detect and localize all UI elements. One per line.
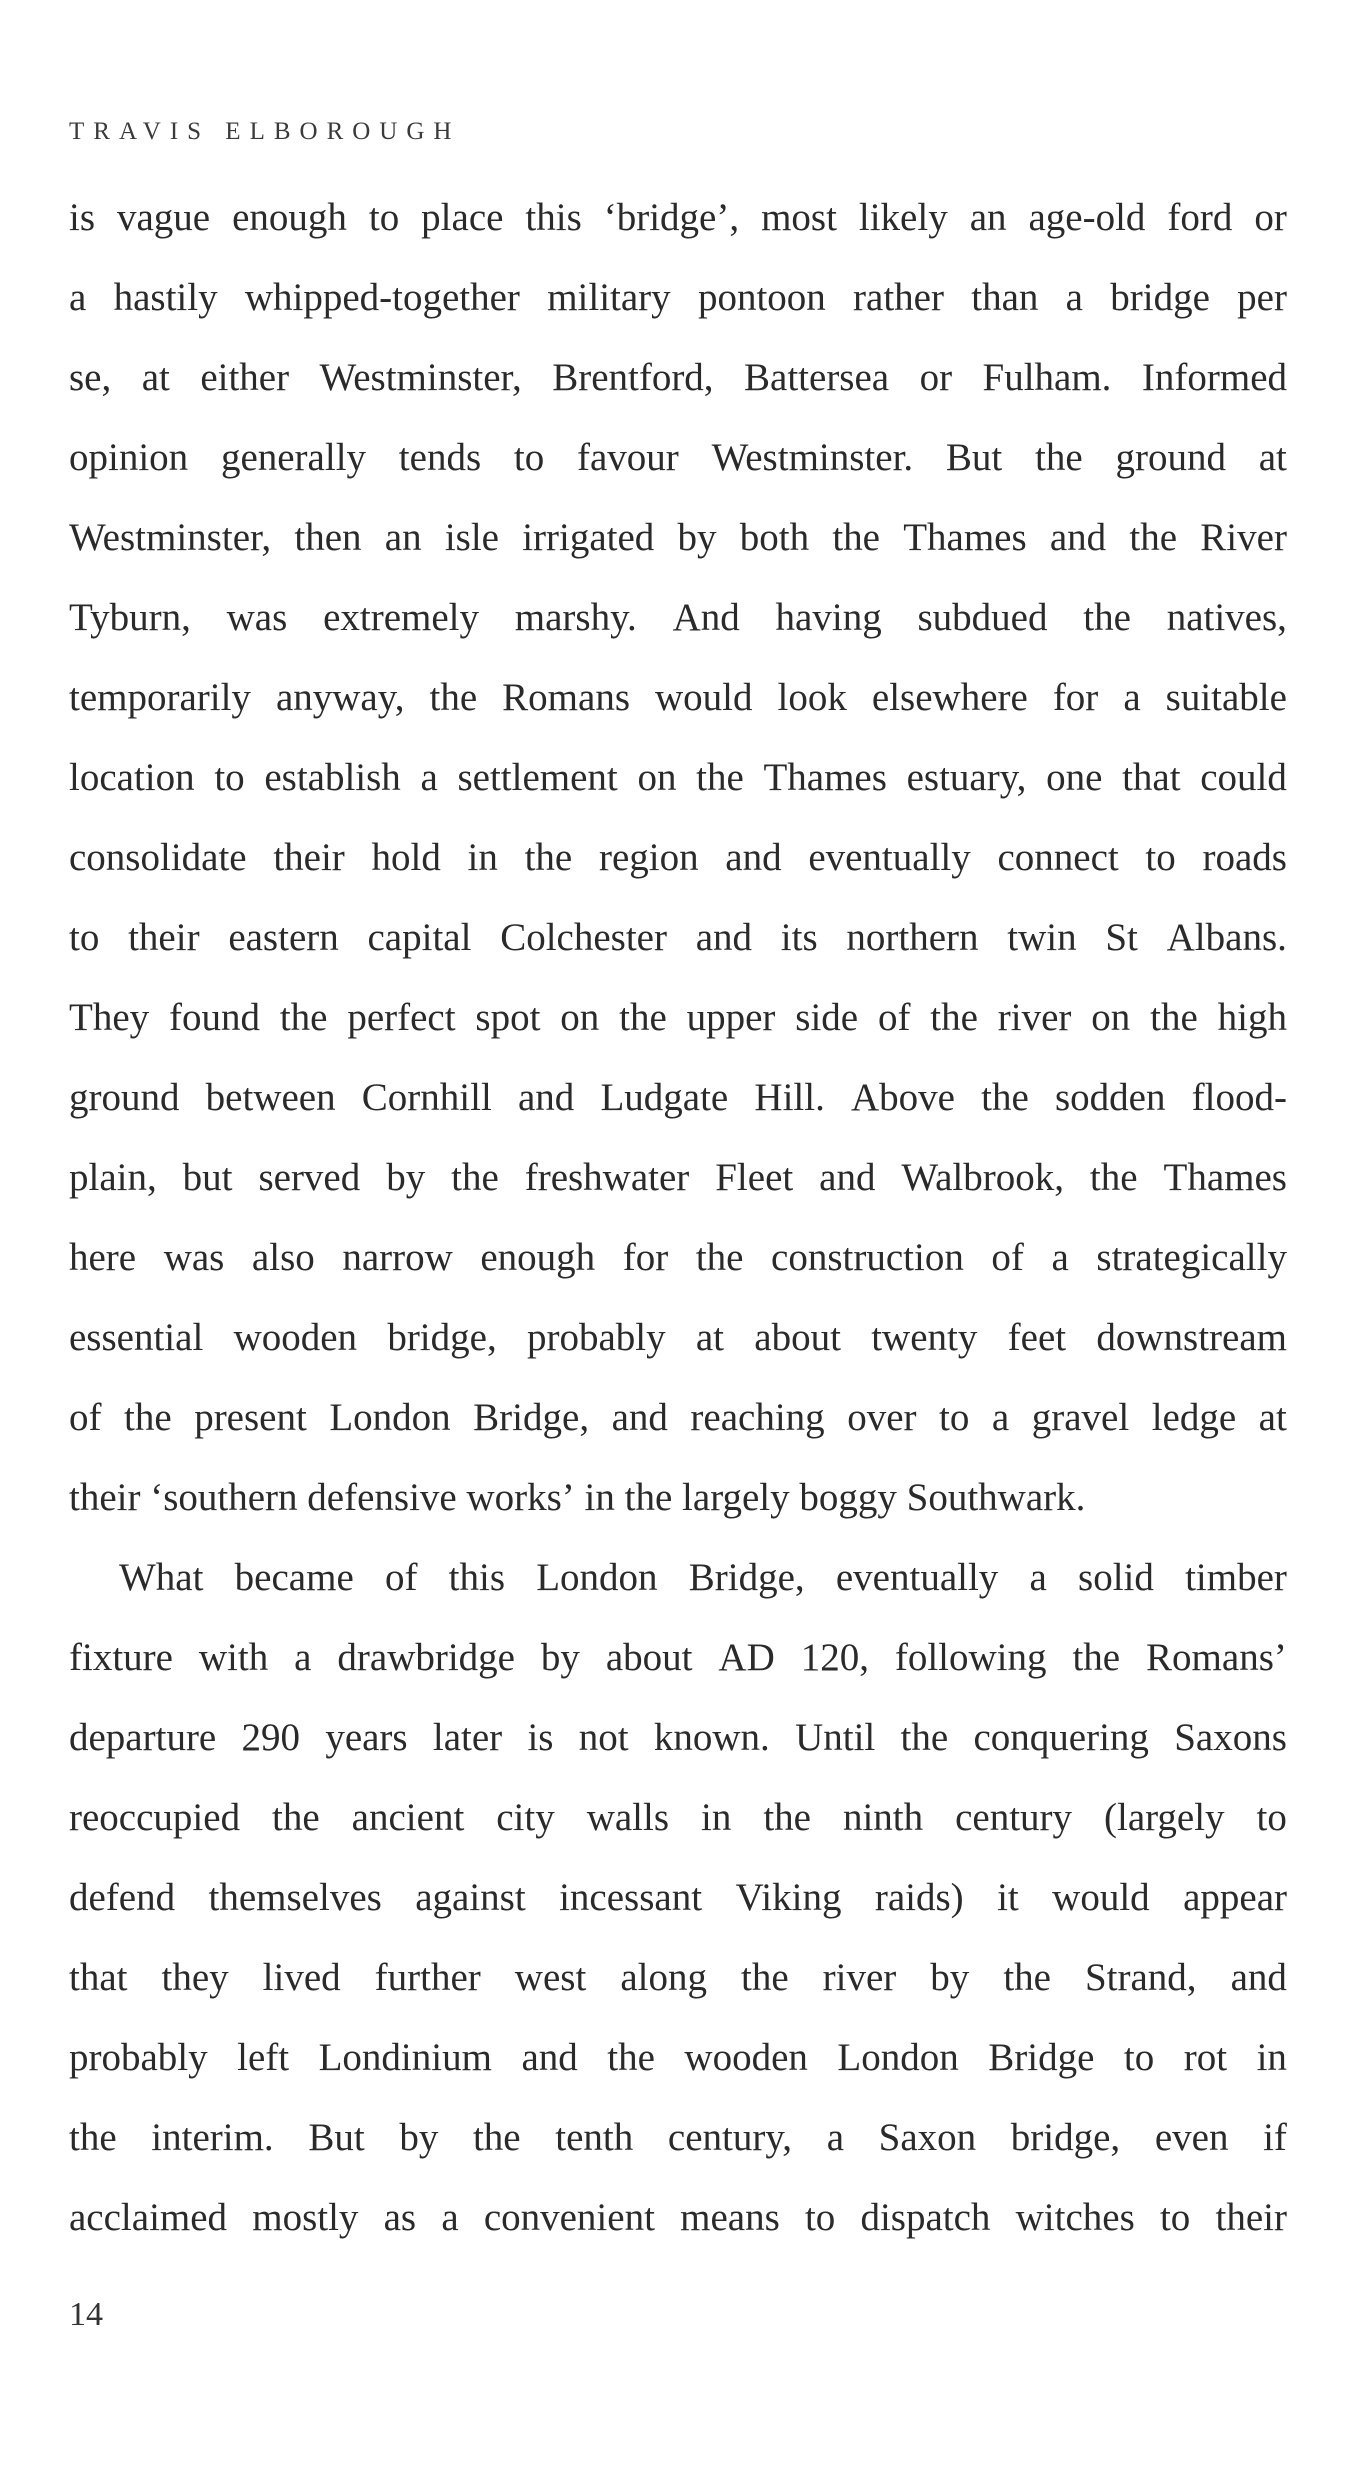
text-line: defend themselves against incessant Viking raids) it would appear (69, 1876, 1287, 1919)
text-line: here was also narrow enough for the construction of a strategically (69, 1236, 1287, 1279)
body-text (69, 178, 1287, 2258)
text-line: departure 290 years later is not known. Until the conquering Saxons (69, 1716, 1287, 1759)
text-line: What became of this London Bridge, eventually a solid timber (119, 1556, 1287, 1599)
text-line: essential wooden bridge, probably at about twenty feet downstream (69, 1316, 1287, 1359)
text-line: to their eastern capital Colchester and its northern twin St Albans. (69, 916, 1287, 959)
text-line: plain, but served by the freshwater Fleet and Walbrook, the Thames (69, 1156, 1287, 1199)
page-number: 14 (69, 2296, 103, 2333)
text-line: fixture with a drawbridge by about AD 120, following the Romans’ (69, 1636, 1287, 1679)
text-line: of the present London Bridge, and reaching over to a gravel ledge at (69, 1396, 1287, 1439)
text-line: They found the perfect spot on the upper side of the river on the high (69, 996, 1287, 1039)
text-line: acclaimed mostly as a convenient means to dispatch witches to their (69, 2196, 1287, 2239)
text-line: Tyburn, was extremely marshy. And having subdued the natives, (69, 596, 1287, 639)
text-line: temporarily anyway, the Romans would look elsewhere for a suitable (69, 676, 1287, 719)
text-line: se, at either Westminster, Brentford, Battersea or Fulham. Informed (69, 356, 1287, 399)
text-line: their ‘southern defensive works’ in the largely boggy Southwark. (69, 1476, 1086, 1519)
text-line: a hastily whipped-together military pontoon rather than a bridge per (69, 276, 1287, 319)
text-line: opinion generally tends to favour Westminster. But the ground at (69, 436, 1287, 479)
text-line: ground between Cornhill and Ludgate Hill. Above the sodden flood- (69, 1076, 1287, 1119)
text-line: reoccupied the ancient city walls in the ninth century (largely to (69, 1796, 1287, 1839)
text-line: is vague enough to place this ‘bridge’, most likely an age-old ford or (69, 196, 1287, 239)
paragraph-2 (69, 1538, 1287, 2258)
paragraph-1 (69, 178, 1287, 1538)
text-line: the interim. But by the tenth century, a Saxon bridge, even if (69, 2116, 1287, 2159)
text-line: Westminster, then an isle irrigated by both the Thames and the River (69, 516, 1287, 559)
running-head: TRAVIS ELBOROUGH (69, 118, 461, 145)
text-line: probably left Londinium and the wooden London Bridge to rot in (69, 2036, 1287, 2079)
text-line: consolidate their hold in the region and eventually connect to roads (69, 836, 1287, 879)
text-line: that they lived further west along the river by the Strand, and (69, 1956, 1287, 1999)
text-line: location to establish a settlement on the Thames estuary, one that could (69, 756, 1287, 799)
